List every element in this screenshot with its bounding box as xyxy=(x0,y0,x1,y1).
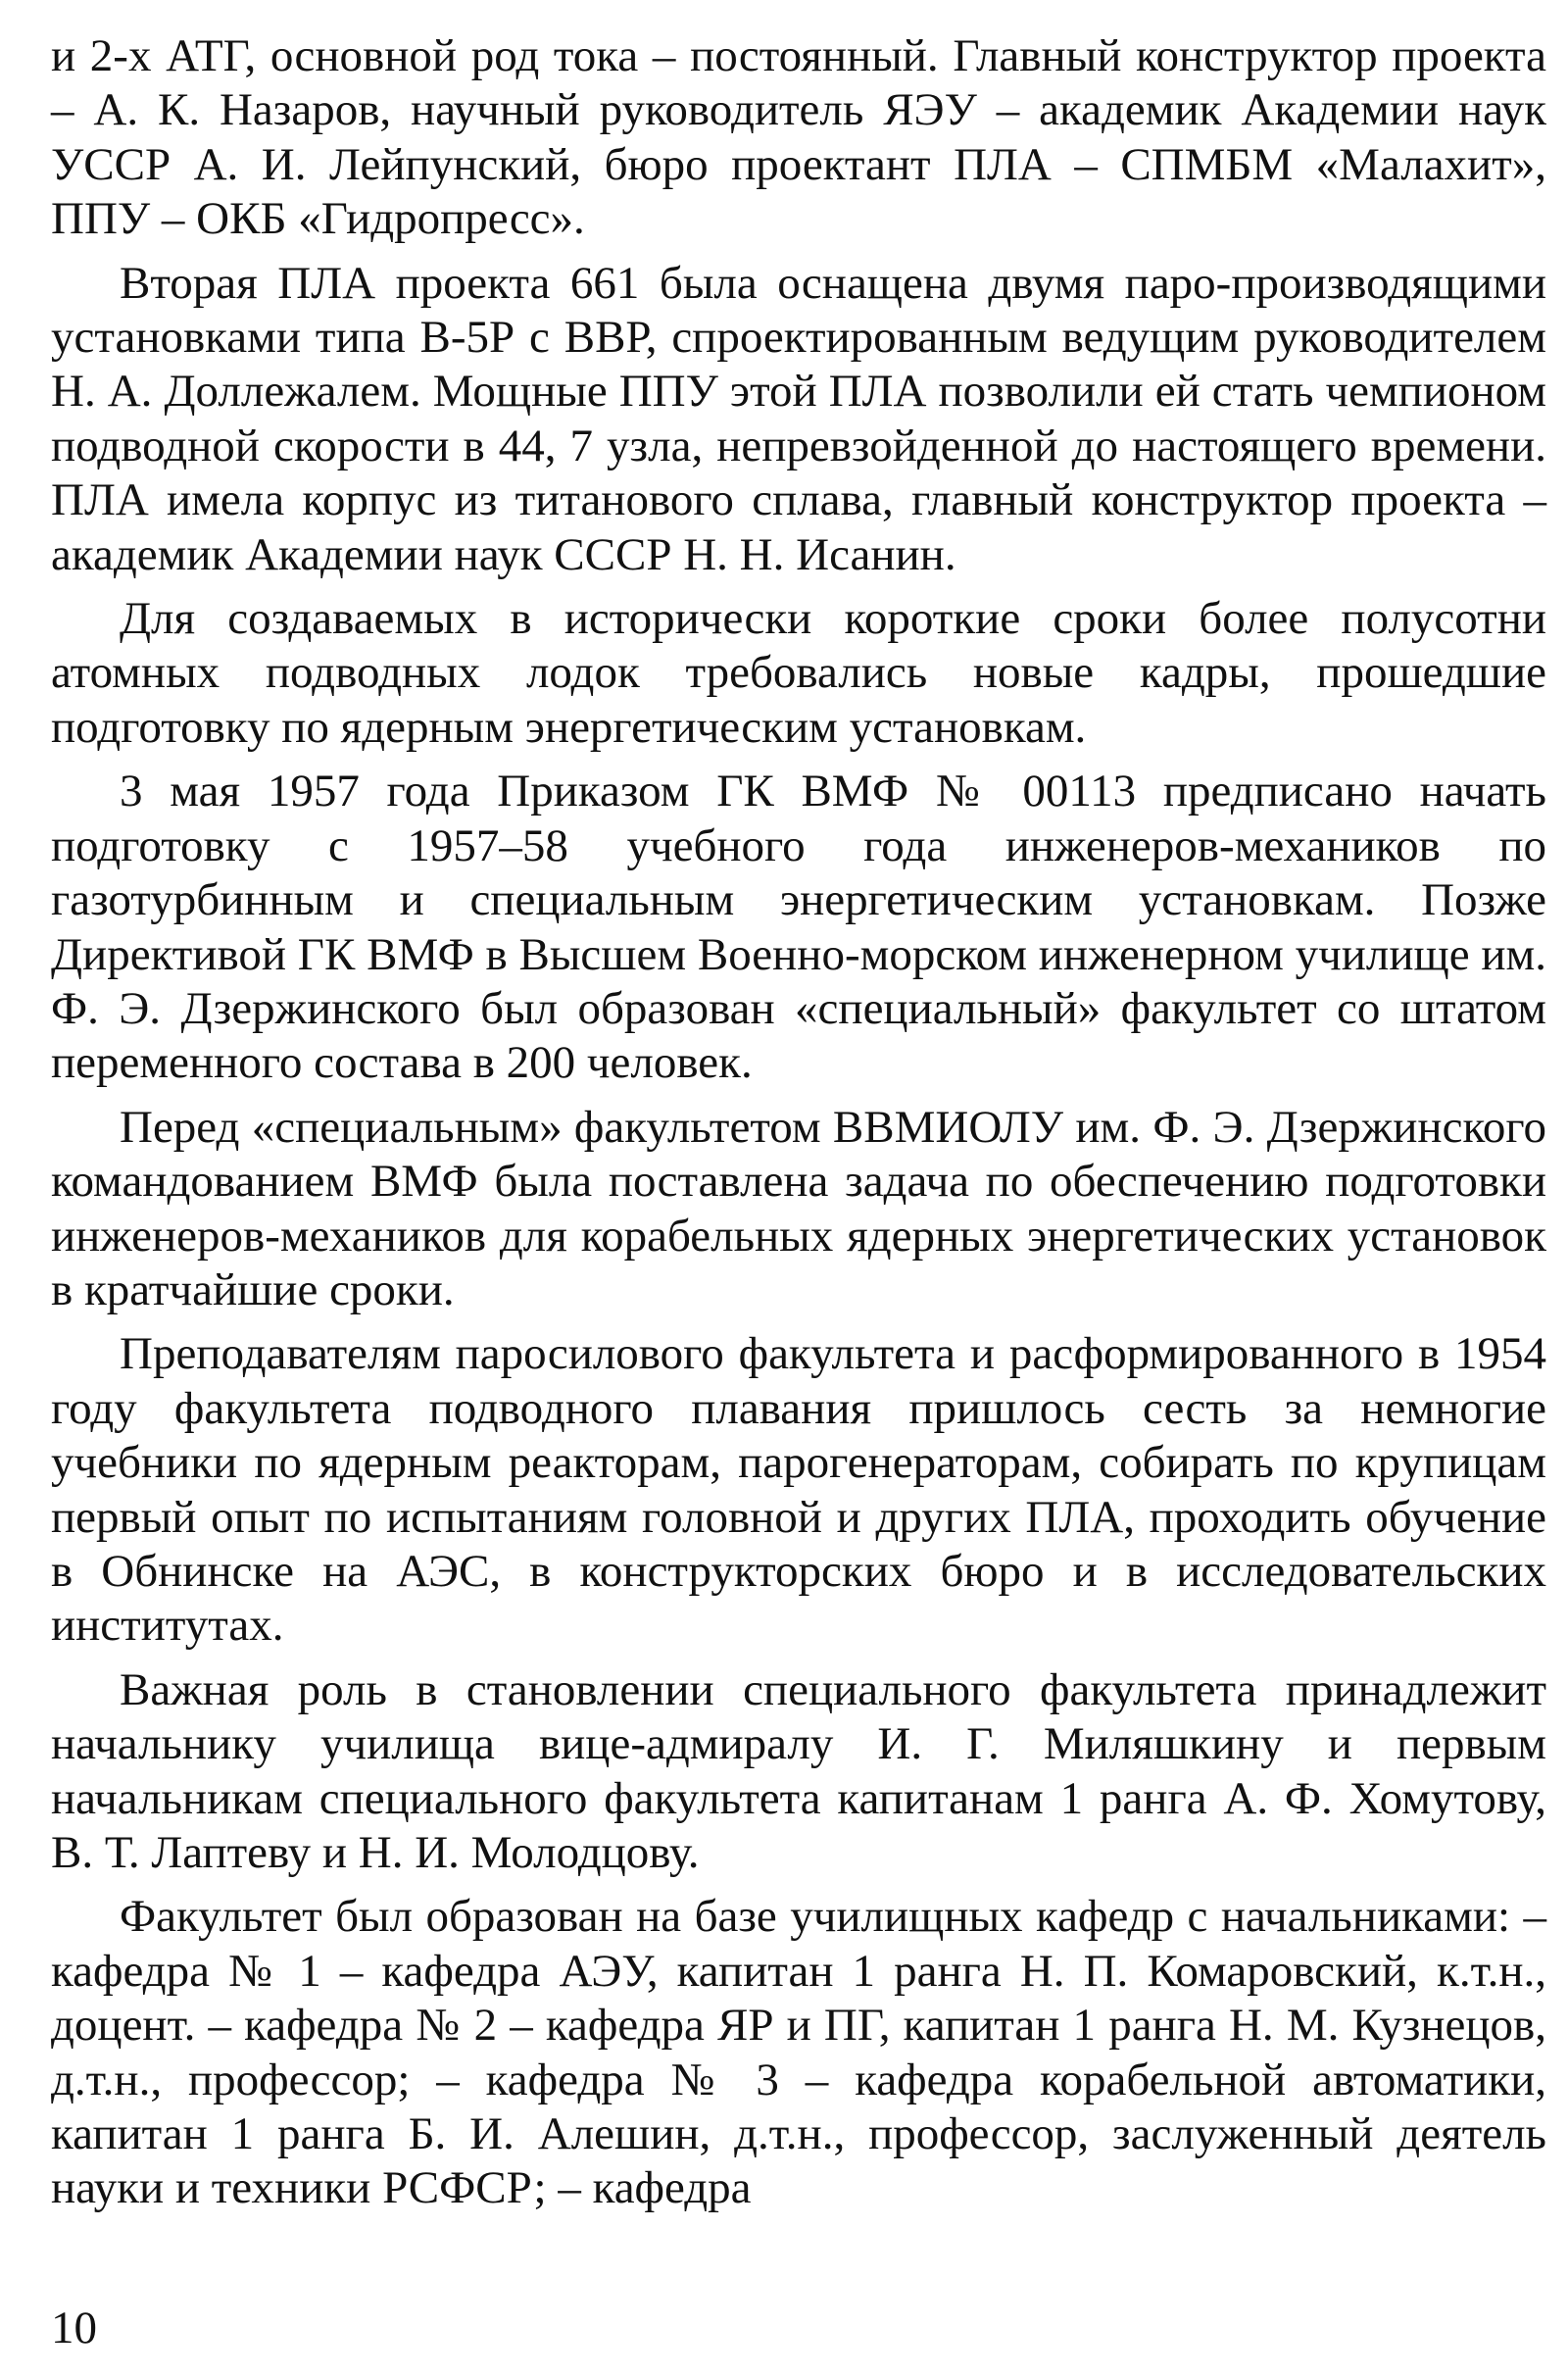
paragraph-1: и 2-х АТГ, основной род тока – постоянный. Главный конструктор проекта – А. К. Назаров, научный руководитель ЯЭУ – академик Академии наук УССР А. И. Лейпунский, бюро проектант ПЛА – СПМБМ «Малахит», ППУ – ОКБ «Гидропресс». xyxy=(51,30,1546,245)
page-number: 10 xyxy=(51,2303,97,2353)
paragraph-5: Перед «специальным» факультетом ВВМИОЛУ им. Ф. Э. Дзержинского командованием ВМФ была поставлена задача по обеспечению подготовки инженеров-механиков для корабельных ядерных энергетических установок в кратчайшие сроки. xyxy=(51,1101,1546,1315)
paragraph-3: Для создаваемых в исторически короткие сроки более полусотни атомных подводных лодок требовались новые кадры, прошедшие подготовку по ядерным энергетическим установкам. xyxy=(51,593,1546,753)
paragraph-8: Факультет был образован на базе училищных кафедр с начальниками: – кафедра № 1 – кафедра АЭУ, капитан 1 ранга Н. П. Комаровский, к.т.н., доцент. – кафедра № 2 – кафедра ЯР и ПГ, капитан 1 ранга Н. М. Кузнецов, д.т.н., профессор; – кафедра № 3 – кафедра корабельной автоматики, капитан 1 ранга Б. И. Алешин, д.т.н., профессор, заслуженный деятель науки и техники РСФСР; – кафедра xyxy=(51,1891,1546,2214)
page-body xyxy=(51,29,1546,2226)
paragraph-6: Преподавателям паросилового факультета и расформированного в 1954 году факультета подводного плавания пришлось сесть за немногие учебники по ядерным реакторам, парогенераторам, собирать по крупицам первый опыт по испытаниям головной и других ПЛА, проходить обучение в Обнинске на АЭС, в конструкторских бюро и в исследовательских институтах. xyxy=(51,1328,1546,1652)
paragraph-4: 3 мая 1957 года Приказом ГК ВМФ № 00113 предписано начать подготовку с 1957–58 учебного года инженеров-механиков по газотурбинным и специальным энергетическим установкам. Позже Директивой ГК ВМФ в Высшем Военно-морском инженерном училище им. Ф. Э. Дзержинского был образован «специальный» факультет со штатом переменного состава в 200 человек. xyxy=(51,766,1546,1089)
paragraph-7: Важная роль в становлении специального факультета принадлежит начальнику училища вице-адмиралу И. Г. Миляшкину и первым начальникам специального факультета капитанам 1 ранга А. Ф. Хомутову, В. Т. Лаптеву и Н. И. Молодцову. xyxy=(51,1663,1546,1878)
paragraph-2: Вторая ПЛА проекта 661 была оснащена двумя паро-производящими установками типа В-5Р с ВВР, спроектированным ведущим руководителем Н. А. Доллежалем. Мощные ППУ этой ПЛА позволили ей стать чемпионом подводной скорости в 44, 7 узла, непревзойденной до настоящего времени. ПЛА имела корпус из титанового сплава, главный конструктор проекта – академик Академии наук СССР Н. Н. Исанин. xyxy=(51,257,1546,580)
